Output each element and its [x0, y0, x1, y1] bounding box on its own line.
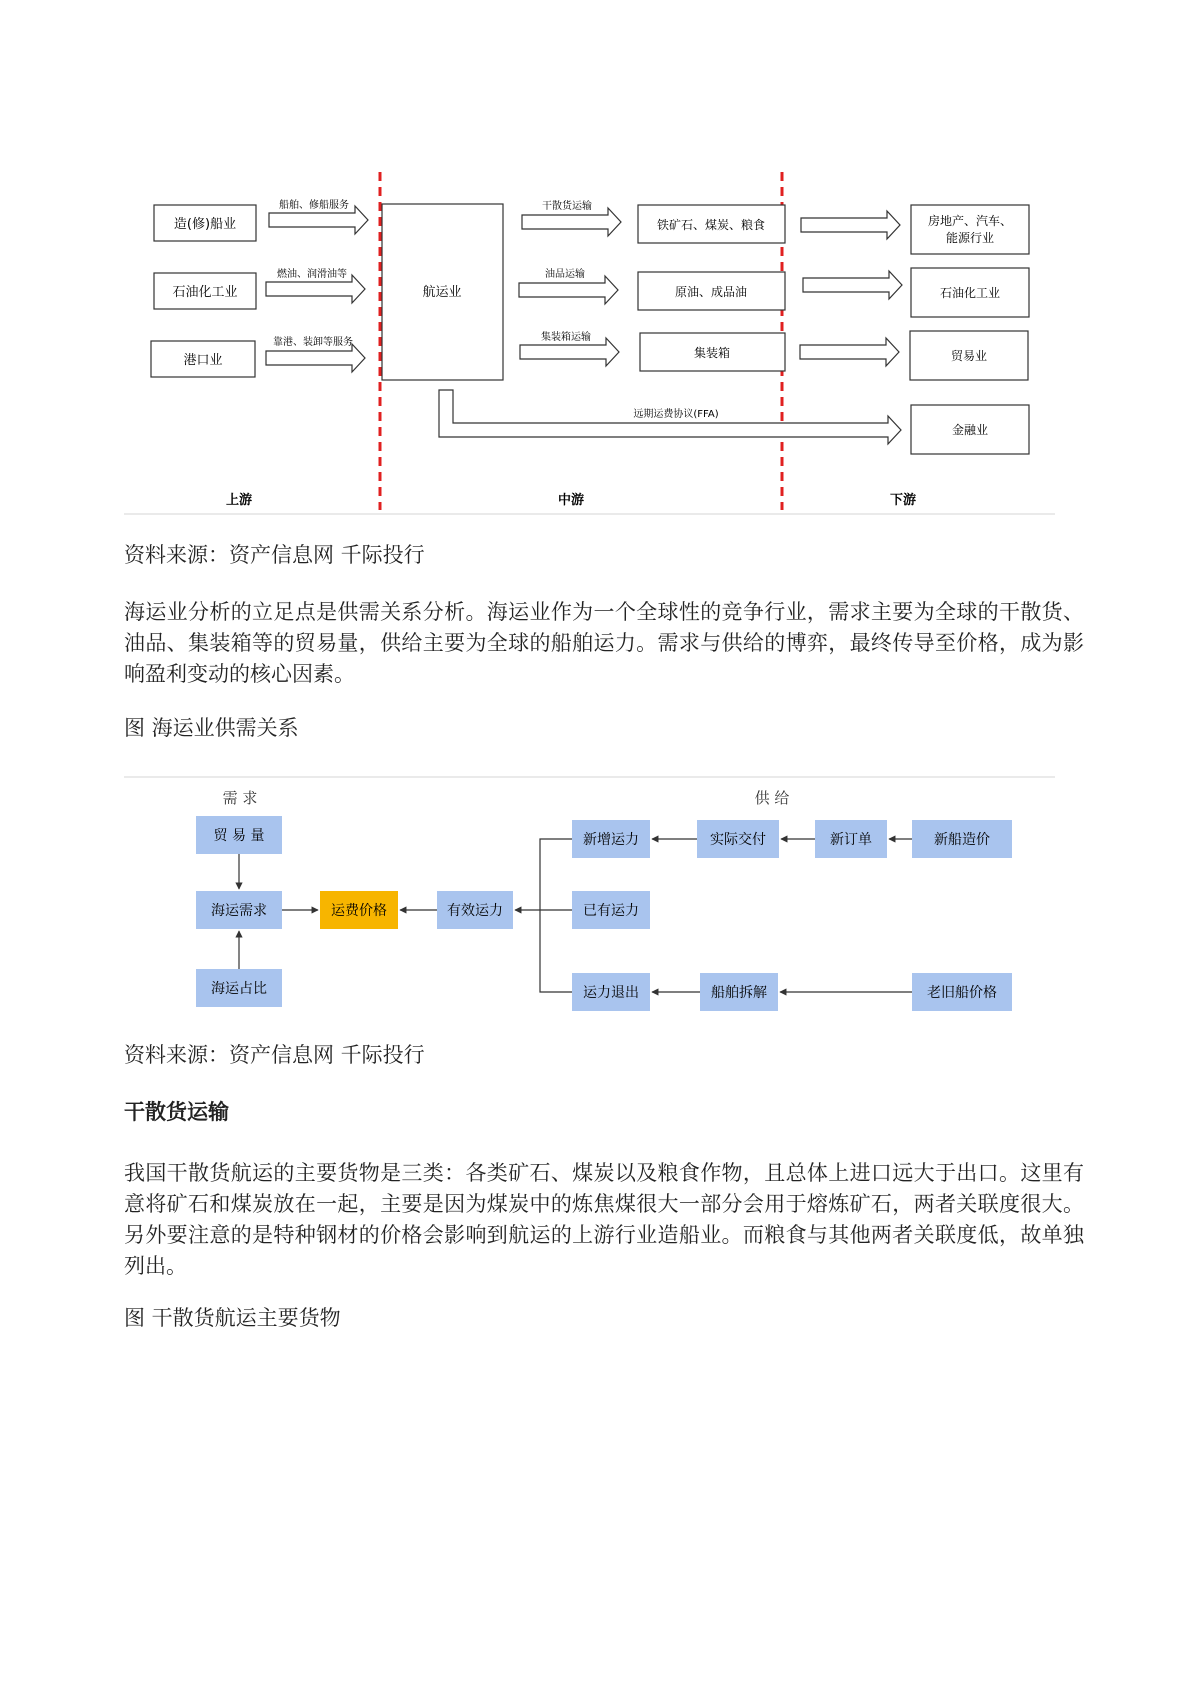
svg-text:靠港、装卸等服务: 靠港、装卸等服务: [273, 337, 353, 348]
downstream-box-trade: [910, 331, 1028, 380]
box-newbuild-price: [912, 820, 1012, 858]
box-trade-volume: [196, 816, 282, 854]
downstream-arrow-3: [800, 338, 899, 366]
svg-text:船舶拆解: 船舶拆解: [711, 985, 767, 1001]
downstream-box-petrochemical: [911, 268, 1029, 317]
zone-downstream: 下游: [889, 493, 917, 508]
svg-text:贸易业: 贸易业: [950, 349, 988, 363]
svg-text:实际交付: 实际交付: [710, 832, 766, 848]
figure2-source: 资料来源：资产信息网 千际投行: [124, 1043, 425, 1067]
svg-text:运力退出: 运力退出: [583, 985, 639, 1001]
cargo-box-oil: [638, 272, 785, 310]
cargo-box-bulk: [638, 205, 785, 243]
downstream-box-real-estate: [911, 205, 1029, 254]
paragraph-supply-demand: 海运业分析的立足点是供需关系分析。海运业作为一个全球性的竞争行业，需求主要为全球的干散货、油品、集装箱等的贸易量，供给主要为全球的船舶运力。需求与供给的博弈，最终传导至价格，成为影响盈利变动的核心因素。: [124, 600, 1084, 686]
svg-text:港口业: 港口业: [183, 353, 223, 368]
midstream-arrow-2: [519, 267, 618, 304]
svg-text:海运占比: 海运占比: [211, 981, 267, 997]
upstream-box-shipbuilding: [154, 205, 256, 241]
upstream-box-petrochemical: [154, 273, 256, 309]
demand-title: 需 求: [222, 789, 258, 807]
box-ship-scrapping: [700, 973, 778, 1011]
svg-text:新船造价: 新船造价: [934, 832, 990, 848]
svg-text:铁矿石、煤炭、粮食: 铁矿石、煤炭、粮食: [656, 218, 766, 232]
industry-chain-diagram: [0, 0, 1200, 520]
downstream-arrow-2: [803, 271, 902, 299]
supply-demand-diagram: [0, 760, 1200, 1030]
svg-text:干散货运输: 干散货运输: [542, 201, 592, 212]
svg-text:船舶、修船服务: 船舶、修船服务: [279, 200, 349, 211]
svg-text:贸 易 量: 贸 易 量: [213, 828, 265, 844]
capacity-bracket: [540, 839, 572, 992]
svg-text:油品运输: 油品运输: [545, 269, 585, 280]
box-new-capacity: [572, 820, 650, 858]
section-heading-dry-bulk: 干散货运输: [124, 1100, 229, 1124]
svg-text:房地产、汽车、: 房地产、汽车、: [927, 214, 1013, 228]
svg-text:已有运力: 已有运力: [583, 903, 639, 919]
svg-text:集装箱: 集装箱: [693, 346, 731, 360]
svg-text:燃油、润滑油等: 燃油、润滑油等: [277, 269, 347, 280]
paragraph-dry-bulk: 我国干散货航运的主要货物是三类：各类矿石、煤炭以及粮食作物，且总体上进口远大于出口。这里有意将矿石和煤炭放在一起，主要是因为煤炭中的炼焦煤很大一部分会用于熔炼矿石，两者关联度很大。另外要注意的是特种钢材的价格会影响到航运的上游行业造船业。而粮食与其他两者关联度低，故单独列出。: [124, 1161, 1084, 1278]
midstream-arrow-3: [520, 330, 619, 366]
ffa-arrow: [439, 390, 901, 444]
svg-text:石油化工业: 石油化工业: [939, 286, 1001, 300]
figure2-caption: 图 海运业供需关系: [124, 716, 299, 740]
svg-text:新增运力: 新增运力: [583, 832, 639, 848]
box-new-orders: [815, 820, 887, 858]
svg-text:运费价格: 运费价格: [331, 903, 387, 919]
box-capacity-exit: [572, 973, 650, 1011]
box-effective-capacity: [437, 891, 513, 929]
svg-text:远期运费协议(FFA): 远期运费协议(FFA): [633, 409, 719, 420]
figure1-source: 资料来源：资产信息网 千际投行: [124, 543, 425, 567]
box-existing-capacity: [572, 891, 650, 929]
figure3-caption: 图 干散货航运主要货物: [124, 1306, 341, 1330]
box-actual-delivery: [697, 820, 779, 858]
svg-text:金融业: 金融业: [951, 423, 989, 437]
cargo-box-container: [640, 333, 785, 371]
box-shipping-share: [196, 969, 282, 1007]
zone-upstream: 上游: [225, 493, 253, 508]
svg-text:集装箱运输: 集装箱运输: [541, 332, 591, 343]
svg-text:原油、成品油: 原油、成品油: [674, 285, 748, 299]
svg-text:新订单: 新订单: [830, 832, 872, 848]
svg-text:老旧船价格: 老旧船价格: [927, 985, 997, 1001]
box-old-ship-price: [912, 973, 1012, 1011]
zone-midstream: 中游: [557, 493, 585, 508]
shipping-industry-box: [382, 204, 503, 380]
box-shipping-demand: [196, 891, 282, 929]
downstream-box-finance: [911, 405, 1029, 454]
upstream-arrow-3: [266, 335, 365, 372]
svg-text:造(修)船业: 造(修)船业: [173, 217, 237, 232]
upstream-arrow-2: [266, 267, 365, 303]
box-freight-price: [320, 891, 398, 929]
midstream-arrow-1: [522, 199, 621, 236]
upstream-arrow-1: [269, 198, 368, 234]
svg-text:有效运力: 有效运力: [447, 903, 503, 919]
svg-text:石油化工业: 石油化工业: [172, 285, 238, 300]
svg-text:航运业: 航运业: [422, 285, 462, 300]
supply-title: 供 给: [754, 789, 790, 807]
downstream-arrow-1: [801, 211, 900, 239]
svg-text:能源行业: 能源行业: [945, 231, 995, 245]
upstream-box-port: [151, 341, 255, 377]
svg-text:海运需求: 海运需求: [211, 903, 267, 919]
